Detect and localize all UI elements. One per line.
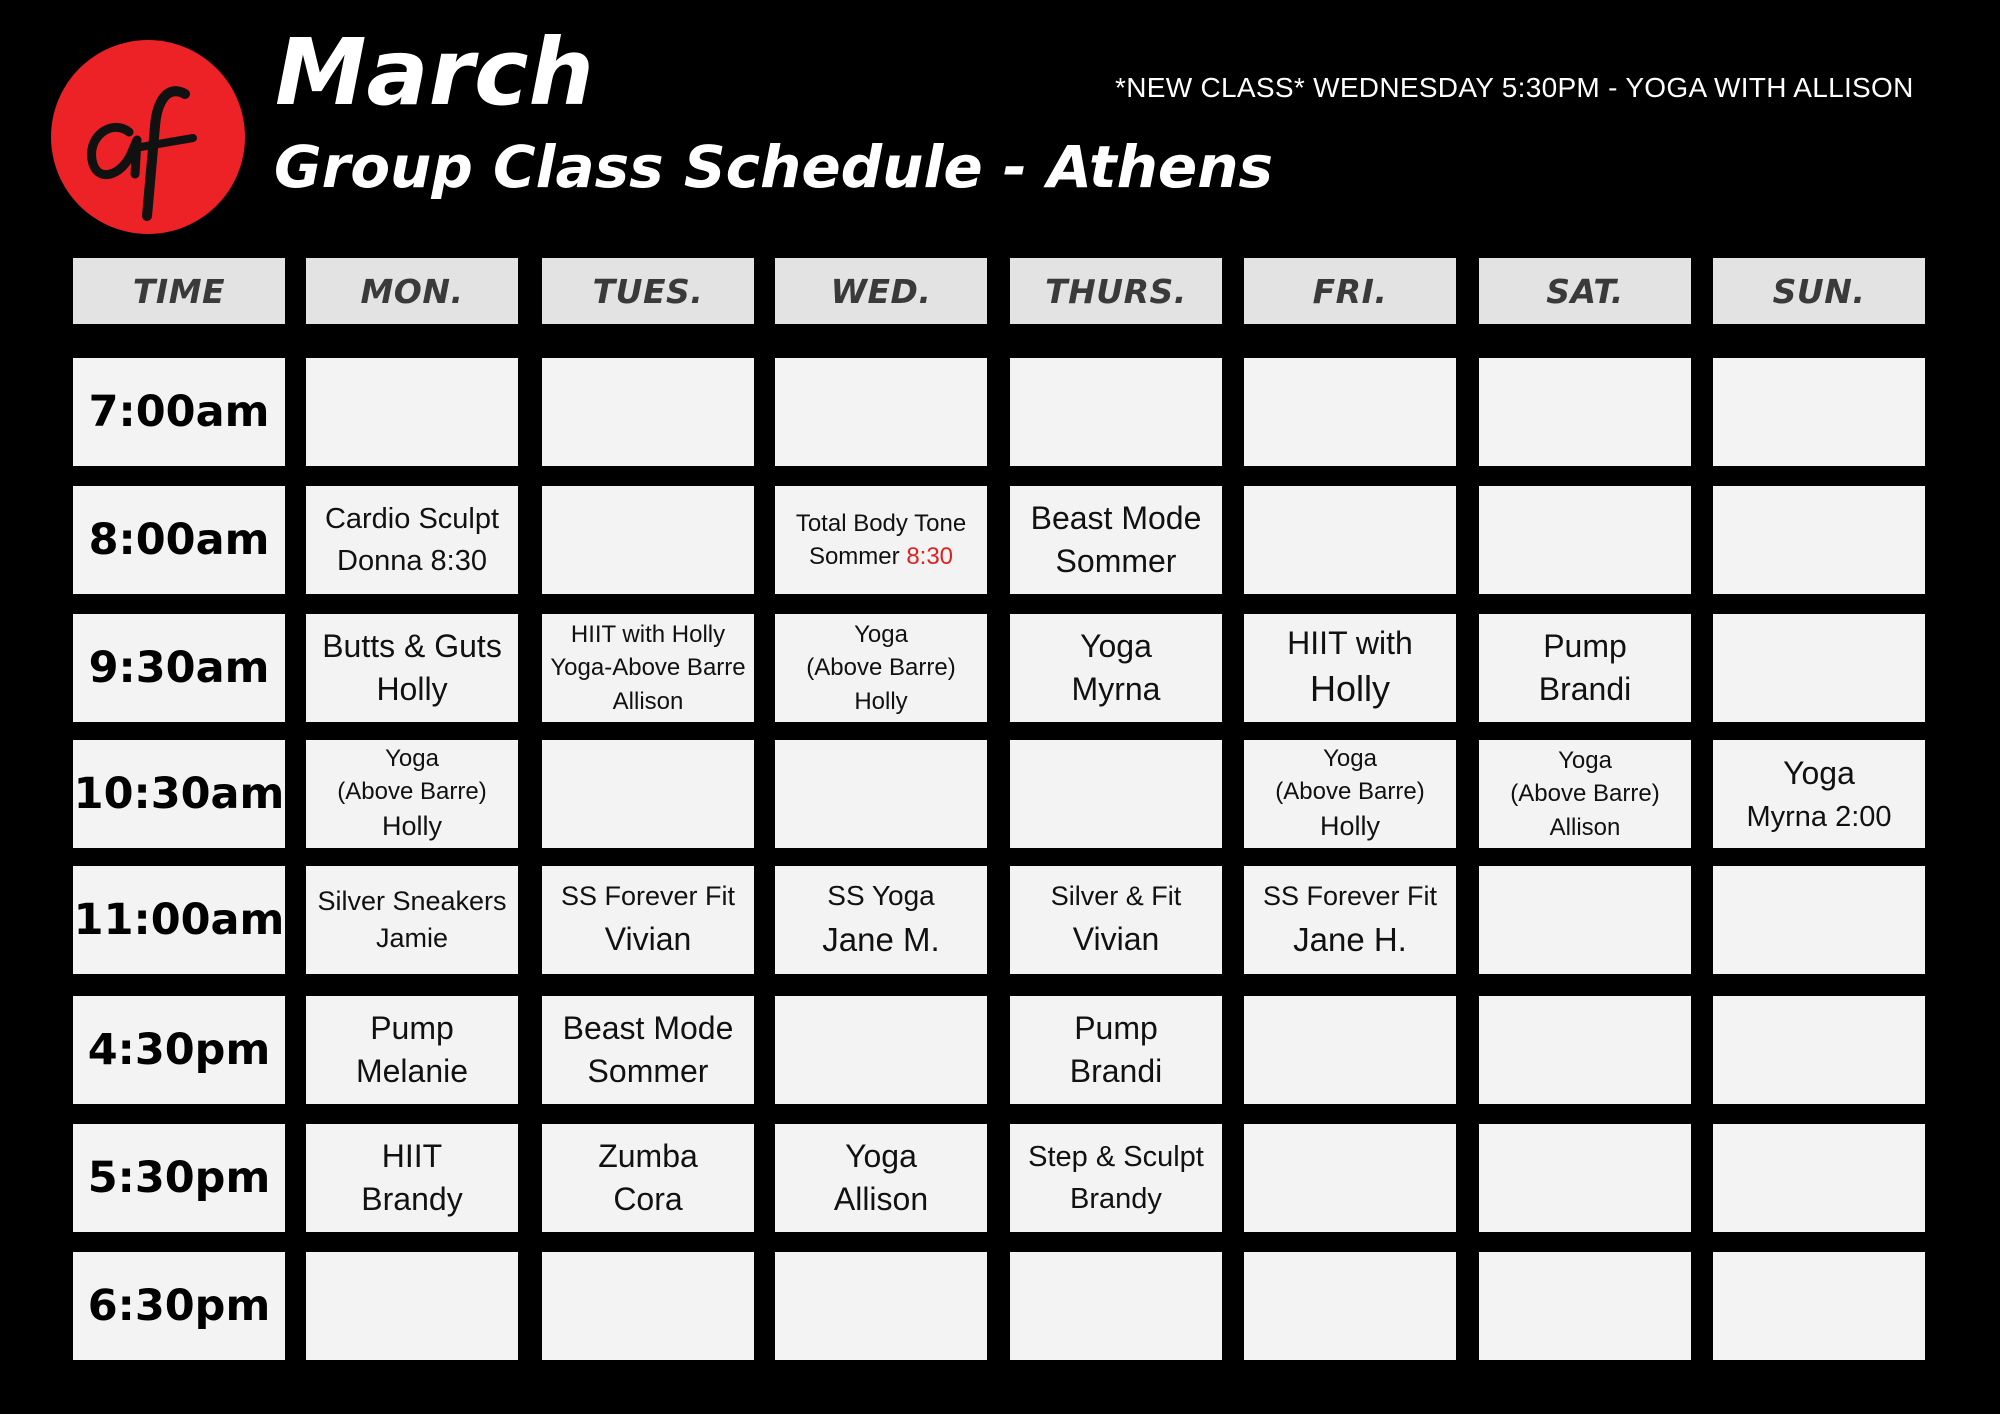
class-name: SS Forever Fit [1262, 880, 1438, 911]
instructor: Vivian [1072, 921, 1160, 958]
class-name: Yoga [1783, 754, 1855, 791]
class-cell-empty [542, 1252, 754, 1360]
class-cell-empty [775, 996, 987, 1104]
class-name: Yoga [1080, 627, 1152, 664]
class-name: Pump [370, 1009, 454, 1046]
instructor: Cora [613, 1181, 683, 1217]
class-name: Yoga-Above Barre [550, 654, 746, 682]
class-cell-empty [306, 1252, 518, 1360]
time-cell: 6:30pm [73, 1252, 285, 1360]
instructor-line [809, 540, 953, 573]
class-cell-wed-yoga-new [775, 1124, 987, 1232]
class-cell-empty [1479, 1252, 1691, 1360]
class-name: Silver Sneakers [317, 885, 507, 916]
time-cell: 11:00am [73, 866, 285, 974]
class-name: Total Body Tone [795, 509, 967, 537]
class-cell-sun-yoga [1713, 740, 1925, 848]
class-cell-empty [1713, 614, 1925, 722]
class-name: HIIT with [1287, 625, 1413, 662]
column-header-wed: WED. [775, 258, 987, 324]
time-cell: 5:30pm [73, 1124, 285, 1232]
new-class-announcement: *NEW CLASS* WEDNESDAY 5:30PM - YOGA WITH ALLISON [1115, 72, 1914, 103]
class-time-note: 8:30 [906, 543, 954, 570]
class-name: Step & Sculpt [1028, 1140, 1204, 1173]
column-header-thu: THURS. [1010, 258, 1222, 324]
class-cell-empty [1713, 358, 1925, 466]
time-cell: 4:30pm [73, 996, 285, 1104]
class-cell-fri-ss-forever-fit [1244, 866, 1456, 974]
time-cell: 7:00am [73, 358, 285, 466]
class-cell-empty [1479, 1124, 1691, 1232]
class-cell-empty [1713, 486, 1925, 594]
brand-logo [51, 40, 245, 234]
class-name: SS Forever Fit [560, 881, 736, 912]
class-name: Cardio Sculpt [324, 502, 500, 535]
af-monogram-icon [51, 40, 245, 234]
class-location: (Above Barre) [806, 654, 956, 682]
class-cell-empty [1479, 866, 1691, 974]
instructor: Holly [381, 811, 442, 842]
class-cell-empty [1479, 486, 1691, 594]
class-cell-empty [1244, 996, 1456, 1104]
class-cell-mon-silver-sneakers [306, 866, 518, 974]
class-cell-empty [1479, 996, 1691, 1104]
instructor: Jane H. [1293, 920, 1407, 958]
class-cell-empty [1244, 1124, 1456, 1232]
class-cell-thu-yoga [1010, 614, 1222, 722]
class-cell-wed-yoga [775, 614, 987, 722]
class-cell-mon-hiit [306, 1124, 518, 1232]
instructor: Melanie [355, 1053, 469, 1089]
instructor: Myrna [1071, 671, 1161, 707]
instructor: Jamie [375, 923, 449, 953]
class-cell-empty [1244, 486, 1456, 594]
class-cell-empty [1713, 996, 1925, 1104]
class-name: Yoga [845, 1137, 917, 1174]
class-name: SS Yoga [827, 879, 935, 911]
class-cell-tue-zumba [542, 1124, 754, 1232]
class-name: Yoga [385, 745, 439, 773]
class-cell-empty [542, 486, 754, 594]
class-cell-mon-yoga [306, 740, 518, 848]
instructor: Holly [1319, 811, 1380, 842]
instructor: Allison [833, 1181, 929, 1217]
class-location: (Above Barre) [1510, 780, 1660, 808]
instructor: Jane M. [822, 921, 940, 959]
class-cell-wed-ss-yoga [775, 866, 987, 974]
time-cell: 8:00am [73, 486, 285, 594]
page-subtitle: Group Class Schedule - Athens [274, 133, 1274, 201]
class-cell-empty [1713, 866, 1925, 974]
class-cell-thu-beast-mode [1010, 486, 1222, 594]
class-location: (Above Barre) [1275, 778, 1425, 806]
instructor: Holly [376, 671, 448, 707]
class-name: Butts & Guts [322, 627, 502, 664]
instructor: Sommer [587, 1053, 709, 1089]
time-cell: 9:30am [73, 614, 285, 722]
class-cell-empty [1713, 1252, 1925, 1360]
class-name: Beast Mode [1030, 499, 1202, 536]
instructor: Myrna 2:00 [1746, 801, 1892, 834]
class-name: HIIT with Holly [570, 621, 726, 649]
instructor: Allison [1549, 813, 1621, 841]
class-name: Beast Mode [562, 1009, 734, 1046]
class-cell-sat-pump [1479, 614, 1691, 722]
class-cell-empty [542, 740, 754, 848]
class-cell-tue-ss-forever-fit [542, 866, 754, 974]
class-name: Silver & Fit [1050, 881, 1182, 912]
class-name: Yoga [1558, 747, 1612, 775]
class-cell-fri-hiit [1244, 614, 1456, 722]
class-cell-empty [1479, 358, 1691, 466]
instructor: Allison [612, 687, 684, 715]
class-cell-empty [775, 740, 987, 848]
class-cell-mon-pump [306, 996, 518, 1104]
class-name: Yoga [1323, 745, 1377, 773]
class-cell-tue-hiit-yoga [542, 614, 754, 722]
class-cell-sat-yoga [1479, 740, 1691, 848]
column-header-sat: SAT. [1479, 258, 1691, 324]
class-cell-empty [542, 358, 754, 466]
column-header-mon: MON. [306, 258, 518, 324]
class-cell-empty [1244, 1252, 1456, 1360]
instructor: Vivian [604, 921, 692, 958]
column-header-fri: FRI. [1244, 258, 1456, 324]
class-cell-empty [1713, 1124, 1925, 1232]
instructor: Sommer [808, 543, 900, 570]
class-cell-empty [1010, 358, 1222, 466]
class-name: HIIT [381, 1137, 443, 1174]
column-header-tue: TUES. [542, 258, 754, 324]
class-cell-empty [1010, 740, 1222, 848]
class-cell-thu-step-sculpt [1010, 1124, 1222, 1232]
class-cell-empty [775, 358, 987, 466]
instructor: Brandy [1070, 1183, 1162, 1215]
instructor: Holly [854, 687, 908, 715]
class-cell-empty [1010, 1252, 1222, 1360]
column-header-sun: SUN. [1713, 258, 1925, 324]
class-location: (Above Barre) [337, 778, 487, 806]
class-cell-mon-cardio-sculpt [306, 486, 518, 594]
class-cell-tue-beast-mode [542, 996, 754, 1104]
class-cell-fri-yoga [1244, 740, 1456, 848]
class-cell-empty [775, 1252, 987, 1360]
class-name: Zumba [598, 1137, 698, 1174]
class-cell-wed-total-body-tone [775, 486, 987, 594]
class-cell-thu-pump [1010, 996, 1222, 1104]
instructor: Brandy [361, 1181, 463, 1217]
instructor: Brandi [1069, 1053, 1163, 1089]
class-name: Yoga [854, 621, 908, 649]
instructor: Sommer [1055, 543, 1177, 579]
time-cell: 10:30am [73, 740, 285, 848]
class-name: Pump [1543, 627, 1627, 664]
class-name: Pump [1074, 1009, 1158, 1046]
instructor: Brandi [1538, 671, 1632, 707]
class-cell-thu-silver-fit [1010, 866, 1222, 974]
page-title: March [275, 19, 595, 126]
instructor: Donna 8:30 [337, 545, 487, 577]
instructor: Holly [1309, 668, 1390, 710]
class-cell-empty [306, 358, 518, 466]
column-header-time: TIME [73, 258, 285, 324]
class-cell-empty [1244, 358, 1456, 466]
class-cell-mon-butts-guts [306, 614, 518, 722]
